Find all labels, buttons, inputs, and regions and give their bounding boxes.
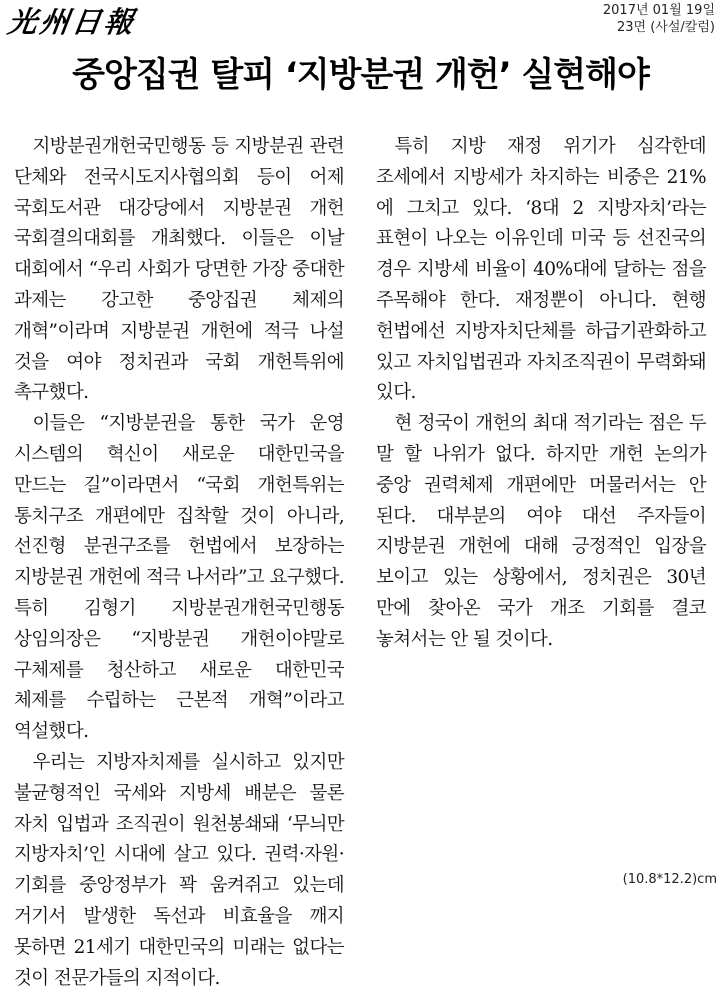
- article-paragraph: 특히 지방 재정 위기가 심각한데 조세에서 지방세가 차지하는 비중은 21%에 그치고 있다. ‘8대 2 지방자치’라는 표현이 나오는 이유인데 미국 등 선진국의 경우 지방세 비율이 40%대에 달하는 점을 주목해야 한다. 재정뿐이 아니다. 현행 헌법에선 지방자치단체를 하급기관화하고 있고 자치입법권과 자치조직권이 무력화돼 있다.: [376, 136, 706, 404]
- article-column-left: [14, 132, 344, 994]
- publication-meta: [603, 2, 715, 36]
- article-paragraph: 우리는 지방자치제를 실시하고 있지만 불균형적인 국세와 지방세 배분은 물론 자치 입법과 조직권이 원천봉쇄돼 ‘무늬만 지방자치’인 시대에 살고 있다. 권력·자원·기회를 중앙정부가 꽉 움켜쥐고 있는데 거기서 발생한 독선과 비효율을 깨지 못하면 21세기 대한민국의 미래는 없다는 것이 전문가들의 지적이다.: [14, 751, 344, 989]
- publication-date: 2017년 01월 19일: [602, 3, 715, 18]
- article-paragraph: 현 정국이 개헌의 최대 적기라는 점은 두 말 할 나위가 없다. 하지만 개헌 논의가 중앙 권력체제 개편에만 머물러서는 안 된다. 대부분의 여야 대선 주자들이 지방분권 개헌에 대해 긍정적인 입장을 보이고 있는 상황에서, 정치권은 30년 만에 찾아온 국가 개조 기회를 결코 놓쳐서는 안 될 것이다.: [376, 413, 706, 650]
- article-column-right: [376, 132, 706, 656]
- page-section: 23면 (사설/칼럼): [617, 20, 715, 35]
- newspaper-masthead: [5, 2, 168, 42]
- article-size-note: (10.8*12.2)cm: [622, 872, 717, 887]
- article-headline: 중앙집권 탈피 ‘지방분권 개헌’ 실현해야: [72, 55, 649, 95]
- newspaper-logo: 光州日報: [5, 5, 139, 39]
- article-paragraph: 이들은 “지방분권을 통한 국가 운영 시스템의 혁신이 새로운 대한민국을 만드는 길”이라면서 “국회 개헌특위는 통치구조 개편에만 집착할 것이 아니라, 선진형 분권구조를 헌법에서 보장하는 지방분권 개헌에 적극 나서라”고 요구했다. 특히 김형기 지방분권개헌국민행동 상임의장은 “지방분권 개헌이야말로 구체제를 청산하고 새로운 대한민국 체제를 수립하는 근본적 개혁”이라고 역설했다.: [14, 413, 344, 743]
- article-paragraph: 지방분권개헌국민행동 등 지방분권 관련 단체와 전국시도지사협의회 등이 어제 국회도서관 대강당에서 지방분권 개헌 국회결의대회를 개최했다. 이들은 이날 대회에서 “우리 사회가 당면한 가장 중대한 과제는 강고한 중앙집권 체제의 개혁”이라며 지방분권 개헌에 적극 나설 것을 여야 정치권과 국회 개헌특위에 촉구했다.: [14, 136, 344, 404]
